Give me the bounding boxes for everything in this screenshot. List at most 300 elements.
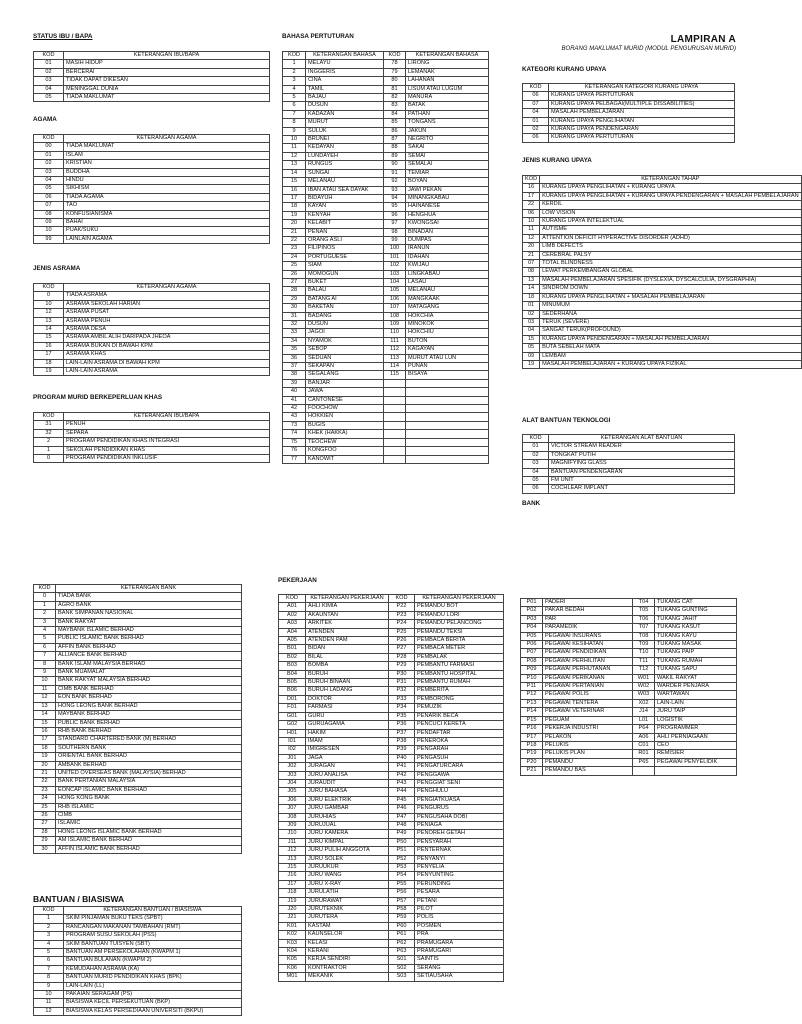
column-header: KOD (523, 176, 540, 184)
description-cell: JAGOI (306, 329, 384, 337)
description-cell: MEKANIK (306, 973, 389, 981)
code-cell: 20 (523, 243, 540, 251)
description-cell: PENYANYI (415, 855, 504, 863)
code-cell: P35 (389, 712, 415, 720)
code-cell: J12 (279, 847, 306, 855)
table-row (34, 429, 270, 437)
description-cell: KEDAYAN (306, 144, 384, 152)
description-cell: CINA (306, 77, 384, 85)
code-cell: 21 (34, 769, 56, 777)
table-row (521, 725, 737, 733)
table-row (523, 268, 802, 276)
description-cell: BUTON (406, 337, 489, 345)
code-cell: 99 (384, 236, 406, 244)
code-cell: 13 (34, 317, 64, 325)
code-cell: 19 (283, 211, 306, 219)
table-row (523, 302, 802, 310)
code-cell: J18 (279, 889, 306, 897)
description-cell: PEMBACA BERITA (415, 637, 504, 645)
description-cell: JURAUDIT (306, 779, 389, 787)
table-row (34, 177, 270, 185)
description-cell: SETIAUSAHA (415, 973, 504, 981)
description-cell: JURU TAIP (655, 708, 737, 716)
table-header-row (523, 176, 802, 184)
code-cell: 07 (523, 260, 540, 268)
description-cell: PROGRAM PENDIDIKAN KHAS INTEGRASI (64, 438, 270, 446)
table-row (283, 161, 489, 169)
description-cell: MURUT (306, 119, 384, 127)
table-row (34, 991, 242, 999)
table-row (283, 329, 489, 337)
description-cell: AGRO BANK (56, 601, 242, 609)
code-cell: M01 (279, 973, 306, 981)
description-cell: BANK RAKYAT (56, 618, 242, 626)
code-cell: I01 (279, 737, 306, 745)
code-cell: P39 (389, 746, 415, 754)
description-cell: PEGAWAI PENDIDIKAN (543, 649, 633, 657)
table-row (279, 880, 504, 888)
description-cell: KENYAH (306, 211, 384, 219)
table-row (34, 446, 270, 454)
code-cell (384, 413, 406, 421)
description-cell: SEKOLAH PENDIDIKAN KHAS (64, 446, 270, 454)
code-cell: 06 (523, 134, 549, 142)
description-cell: MINOKOK (406, 321, 489, 329)
code-cell: 29 (283, 295, 306, 303)
description-cell: PEMBANTU HOSPITAL (415, 670, 504, 678)
code-cell: 10 (283, 136, 306, 144)
description-cell: PENGHULU (415, 788, 504, 796)
code-cell: 23 (283, 245, 306, 253)
description-cell: PEGUAM (543, 716, 633, 724)
code-cell: 111 (384, 337, 406, 345)
description-cell: ASRAMA PENUH (64, 317, 270, 325)
code-cell: 4 (34, 940, 64, 948)
code-cell: 10 (34, 991, 64, 999)
table-row (521, 632, 737, 640)
table-row (34, 982, 242, 990)
description-cell: PENGGIAT SENI (415, 779, 504, 787)
table-row (283, 447, 489, 455)
code-cell: 02 (523, 126, 549, 134)
table-header-row (34, 907, 242, 915)
code-cell: 19 (523, 360, 540, 368)
code-cell: 6 (34, 957, 64, 965)
table-row (521, 750, 737, 758)
table-row (283, 346, 489, 354)
table-row (521, 624, 737, 632)
description-cell: KERANI (306, 948, 389, 956)
jenis-asrama-table (33, 283, 270, 376)
description-cell (406, 413, 489, 421)
table-row (523, 360, 802, 368)
description-cell: AFFIN ISLAMIC BANK BERHAD (56, 845, 242, 853)
jenis-asrama-title: JENIS ASRAMA (33, 265, 81, 272)
code-cell: J13 (279, 855, 306, 863)
code-cell: B04 (279, 670, 306, 678)
description-cell: PEGAWAI KESIHATAN (543, 641, 633, 649)
description-cell: MASALAH PEMBELAJARAN SPESIFIK (DYSLEXIA, DYSCALCULIA, DYSGRAPHIA) (540, 276, 802, 284)
code-cell: 36 (283, 354, 306, 362)
code-cell: 14 (283, 169, 306, 177)
description-cell: WARDER PENJARA (655, 683, 737, 691)
table-row (34, 932, 242, 940)
description-cell: PRA (415, 931, 504, 939)
description-cell: TUKANG KAYU (655, 632, 737, 640)
table-row (34, 610, 242, 618)
table-row (283, 236, 489, 244)
description-cell: TIDAK DAPAT DIKESAN (64, 77, 270, 85)
code-cell: 2 (283, 68, 306, 76)
description-cell: ISLAMIC (56, 820, 242, 828)
table-row (523, 468, 735, 476)
code-cell: J10 (279, 830, 306, 838)
description-cell: BIASISWA KECIL PERSEKUTUAN (BKP) (64, 999, 242, 1007)
description-cell: JURU X-RAY (306, 880, 389, 888)
code-cell: 08 (34, 210, 64, 218)
table-row (523, 201, 802, 209)
column-header: KETERANGAN BANK (56, 585, 242, 593)
bahasa-title: BAHASA PERTUTURAN (282, 33, 354, 40)
description-cell: DOKTOR (306, 695, 389, 703)
code-cell: 07 (34, 202, 64, 210)
table-row (279, 872, 504, 880)
description-cell: KERDIL (540, 201, 802, 209)
description-cell: MAYBANK BERHAD (56, 711, 242, 719)
description-cell: TIADA MAKLUMAT (64, 94, 270, 102)
code-cell: 94 (384, 194, 406, 202)
description-cell: TUKANG SAPU (655, 666, 737, 674)
table-row (34, 940, 242, 948)
code-cell: P62 (389, 939, 415, 947)
description-cell: PENIAGA (415, 821, 504, 829)
description-cell: KELABIT (306, 220, 384, 228)
table-row (523, 344, 802, 352)
description-cell: LOGISTIK (655, 716, 737, 724)
table-row (279, 948, 504, 956)
description-cell: KURANG UPAYA PELBAGAI(MULTIPLE DISSABILITIES) (549, 100, 735, 108)
table-header-row (34, 135, 270, 143)
table-row (279, 813, 504, 821)
code-cell: 05 (34, 94, 64, 102)
description-cell: PEMBANTU RUMAH (415, 679, 504, 687)
table-row (34, 753, 242, 761)
description-cell: KWONGSAI (406, 220, 489, 228)
description-cell: TUKANG CAT (655, 599, 737, 607)
table-row (283, 405, 489, 413)
code-cell: 11 (34, 685, 56, 693)
column-header: KETERANGAN ALAT BANTUAN (549, 435, 735, 443)
code-cell: 25 (283, 262, 306, 270)
column-header: KETERANGAN AGAMA (64, 284, 270, 292)
description-cell: JAGA (306, 754, 389, 762)
table-row (283, 68, 489, 76)
description-cell: PORTUGUESE (306, 253, 384, 261)
table-row (283, 119, 489, 127)
table-row (283, 312, 489, 320)
code-cell: 01 (34, 151, 64, 159)
table-row (34, 193, 270, 201)
code-cell: 16 (283, 186, 306, 194)
description-cell: KAUNSELOR (306, 931, 389, 939)
code-cell: 01 (523, 443, 549, 451)
code-cell: 30 (34, 845, 56, 853)
table-row (283, 102, 489, 110)
code-cell: P58 (389, 906, 415, 914)
description-cell: POLIS (415, 914, 504, 922)
description-cell: AKAUNTAN (306, 611, 389, 619)
code-cell: 101 (384, 253, 406, 261)
description-cell: ASRAMA PUSAT (64, 309, 270, 317)
table-row (34, 845, 242, 853)
column-header: KOD (279, 595, 306, 603)
table-row (279, 754, 504, 762)
code-cell: 90 (384, 161, 406, 169)
code-cell: P24 (389, 620, 415, 628)
column-header: KOD (283, 52, 306, 60)
code-cell: 79 (384, 68, 406, 76)
table-row (279, 889, 504, 897)
table-row (279, 830, 504, 838)
code-cell: 97 (384, 220, 406, 228)
description-cell: LEMBAM (540, 352, 802, 360)
description-cell: PENARIK BECA (415, 712, 504, 720)
code-cell: L01 (633, 716, 655, 724)
description-cell: TEOCHEW (306, 438, 384, 446)
code-cell: 28 (34, 828, 56, 836)
code-cell: J05 (279, 788, 306, 796)
code-cell: J06 (279, 796, 306, 804)
code-cell (384, 430, 406, 438)
code-cell: 39 (283, 379, 306, 387)
code-cell: 100 (384, 245, 406, 253)
code-cell (384, 421, 406, 429)
table-row (523, 293, 802, 301)
description-cell: IBAN ATAU SEA DAYAK (306, 186, 384, 194)
code-cell: 40 (283, 388, 306, 396)
code-cell: 8 (34, 974, 64, 982)
table-row (34, 1007, 242, 1015)
code-cell: 17 (34, 351, 64, 359)
code-cell: W01 (633, 674, 655, 682)
description-cell: KURANG UPAYA PENGLIHATAN (549, 117, 735, 125)
column-header: KOD (523, 435, 549, 443)
code-cell: 1 (283, 60, 306, 68)
description-cell: FILIPINOS (306, 245, 384, 253)
description-cell: PEMANDU BOT (415, 603, 504, 611)
code-cell: 31 (34, 421, 64, 429)
description-cell: ATTENTION DEFICIT HYPERACTIVE DISORDER (ADHD) (540, 234, 802, 242)
code-cell: J21 (279, 914, 306, 922)
table-row (34, 685, 242, 693)
table-row (283, 136, 489, 144)
code-cell: 4 (34, 627, 56, 635)
table-row (283, 178, 489, 186)
code-cell: 22 (283, 236, 306, 244)
code-cell: A01 (279, 603, 306, 611)
description-cell: HENGHUA (406, 211, 489, 219)
code-cell: 18 (283, 203, 306, 211)
alat-bantuan-table (522, 434, 735, 494)
code-cell: P22 (389, 603, 415, 611)
description-cell: PEMANDU PELANCONG (415, 620, 504, 628)
code-cell: 0 (34, 593, 56, 601)
description-cell: ATENDEN (306, 628, 389, 636)
table-row (283, 321, 489, 329)
code-cell: K05 (279, 956, 306, 964)
description-cell: PENGUSAHA DOBI (415, 813, 504, 821)
description-cell: SEMALAI (406, 161, 489, 169)
column-header: KOD (34, 135, 64, 143)
table-row (283, 220, 489, 228)
code-cell: P63 (389, 948, 415, 956)
table-row (34, 727, 242, 735)
code-cell: 26 (283, 270, 306, 278)
table-row (279, 796, 504, 804)
table-row (279, 931, 504, 939)
table-row (279, 847, 504, 855)
table-row (279, 704, 504, 712)
description-cell: AHLI PERNIAGAAN (655, 733, 737, 741)
code-cell: P20 (521, 758, 543, 766)
table-row (521, 615, 737, 623)
description-cell: TUKANG MASAK (655, 641, 737, 649)
code-cell: P13 (521, 699, 543, 707)
table-row (279, 906, 504, 914)
description-cell (406, 430, 489, 438)
table-row (279, 721, 504, 729)
column-header: KETERANGAN IBU/BAPA (64, 413, 270, 421)
description-cell: HOKCHIU (406, 329, 489, 337)
code-cell: J04 (279, 779, 306, 787)
description-cell: BUKET (306, 278, 384, 286)
description-cell: BAJAU (306, 94, 384, 102)
table-row (283, 60, 489, 68)
description-cell (406, 388, 489, 396)
description-cell: JAWA (306, 388, 384, 396)
column-header: KETERANGAN AGAMA (64, 135, 270, 143)
agama-table (33, 134, 270, 244)
description-cell: JURU ELEKTRIK (306, 796, 389, 804)
description-cell: AUTISME (540, 226, 802, 234)
description-cell: KURANG UPAYA PENDENGARAN (549, 126, 735, 134)
description-cell: KONTRAKTOR (306, 964, 389, 972)
table-row (283, 169, 489, 177)
table-row (523, 209, 802, 217)
description-cell: POSMEN (415, 922, 504, 930)
code-cell: P19 (521, 750, 543, 758)
description-cell: BALAU (306, 287, 384, 295)
code-cell: 01 (523, 302, 540, 310)
code-cell: J09 (279, 821, 306, 829)
code-cell: 16 (34, 342, 64, 350)
code-cell: 10 (523, 218, 540, 226)
description-cell: MASIH HIDUP (64, 60, 270, 68)
table-row (34, 85, 270, 93)
code-cell: P18 (521, 741, 543, 749)
description-cell: DUSUN (306, 102, 384, 110)
code-cell: 105 (384, 287, 406, 295)
description-cell: PEMBANTU FARMASI (415, 662, 504, 670)
table-row (523, 234, 802, 242)
table-row (283, 379, 489, 387)
description-cell: KURANG UPAYA PERTUTURAN (549, 92, 735, 100)
table-row (283, 337, 489, 345)
code-cell: 110 (384, 329, 406, 337)
code-cell: 35 (283, 346, 306, 354)
description-cell: GURUAGAMA (306, 721, 389, 729)
description-cell: LISUM ATAU LUGUM (406, 85, 489, 93)
description-cell: PEGAWAI PERHUTANAN (543, 666, 633, 674)
description-cell: KHEK (HAKKA) (306, 430, 384, 438)
description-cell: MANGKAAK (406, 295, 489, 303)
table-header-row (523, 435, 735, 443)
description-cell: BUTA SEBELAH MATA (540, 344, 802, 352)
code-cell: J11 (279, 838, 306, 846)
code-cell: 32 (34, 429, 64, 437)
code-cell: 13 (34, 702, 56, 710)
code-cell: 32 (283, 321, 306, 329)
code-cell: J07 (279, 805, 306, 813)
description-cell: ARKITEK (306, 620, 389, 628)
description-cell: PENYUNTING (415, 872, 504, 880)
description-cell: IDAHAN (406, 253, 489, 261)
code-cell: 96 (384, 211, 406, 219)
code-cell: 12 (34, 1007, 64, 1015)
code-cell: 11 (34, 999, 64, 1007)
code-cell: 0 (34, 455, 64, 463)
description-cell (406, 438, 489, 446)
code-cell: 108 (384, 312, 406, 320)
code-cell: D01 (279, 695, 306, 703)
description-cell: MURUT ATAU LUN (406, 354, 489, 362)
bantuan-title: BANTUAN / BIASISWA (33, 894, 125, 904)
description-cell: PEGAWAI VETERINAR (543, 708, 633, 716)
description-cell: JAWI PEKAN (406, 186, 489, 194)
code-cell: P25 (389, 628, 415, 636)
description-cell: BANK ISLAM MALAYSIA BERHAD (56, 660, 242, 668)
table-row (279, 973, 504, 981)
code-cell: K02 (279, 931, 306, 939)
code-cell: 92 (384, 178, 406, 186)
table-header-row (279, 595, 504, 603)
table-row (279, 603, 504, 611)
table-row (34, 210, 270, 218)
table-row (521, 708, 737, 716)
table-row (34, 643, 242, 651)
code-cell: P01 (521, 599, 543, 607)
code-cell: P28 (389, 653, 415, 661)
description-cell: GURU (306, 712, 389, 720)
table-row (523, 134, 735, 142)
column-header: KOD (389, 595, 415, 603)
code-cell: F01 (279, 704, 306, 712)
table-row (279, 805, 504, 813)
description-cell: MOMOGUN (306, 270, 384, 278)
code-cell: P57 (389, 897, 415, 905)
table-row (279, 679, 504, 687)
description-cell: SKIM BANTUAN TUISYEN (SBT) (64, 940, 242, 948)
description-cell: BANTUAN BULANAN (KWAPM 2) (64, 957, 242, 965)
code-cell: 30 (283, 304, 306, 312)
code-cell: J08 (279, 813, 306, 821)
description-cell: TIADA MAKLUMAT (64, 143, 270, 151)
description-cell: ASRAMA AMBIL ALIH DARIPADA JHEOA (64, 334, 270, 342)
code-cell: 14 (34, 326, 64, 334)
code-cell: P33 (389, 695, 415, 703)
code-cell: 106 (384, 295, 406, 303)
code-cell: 113 (384, 354, 406, 362)
